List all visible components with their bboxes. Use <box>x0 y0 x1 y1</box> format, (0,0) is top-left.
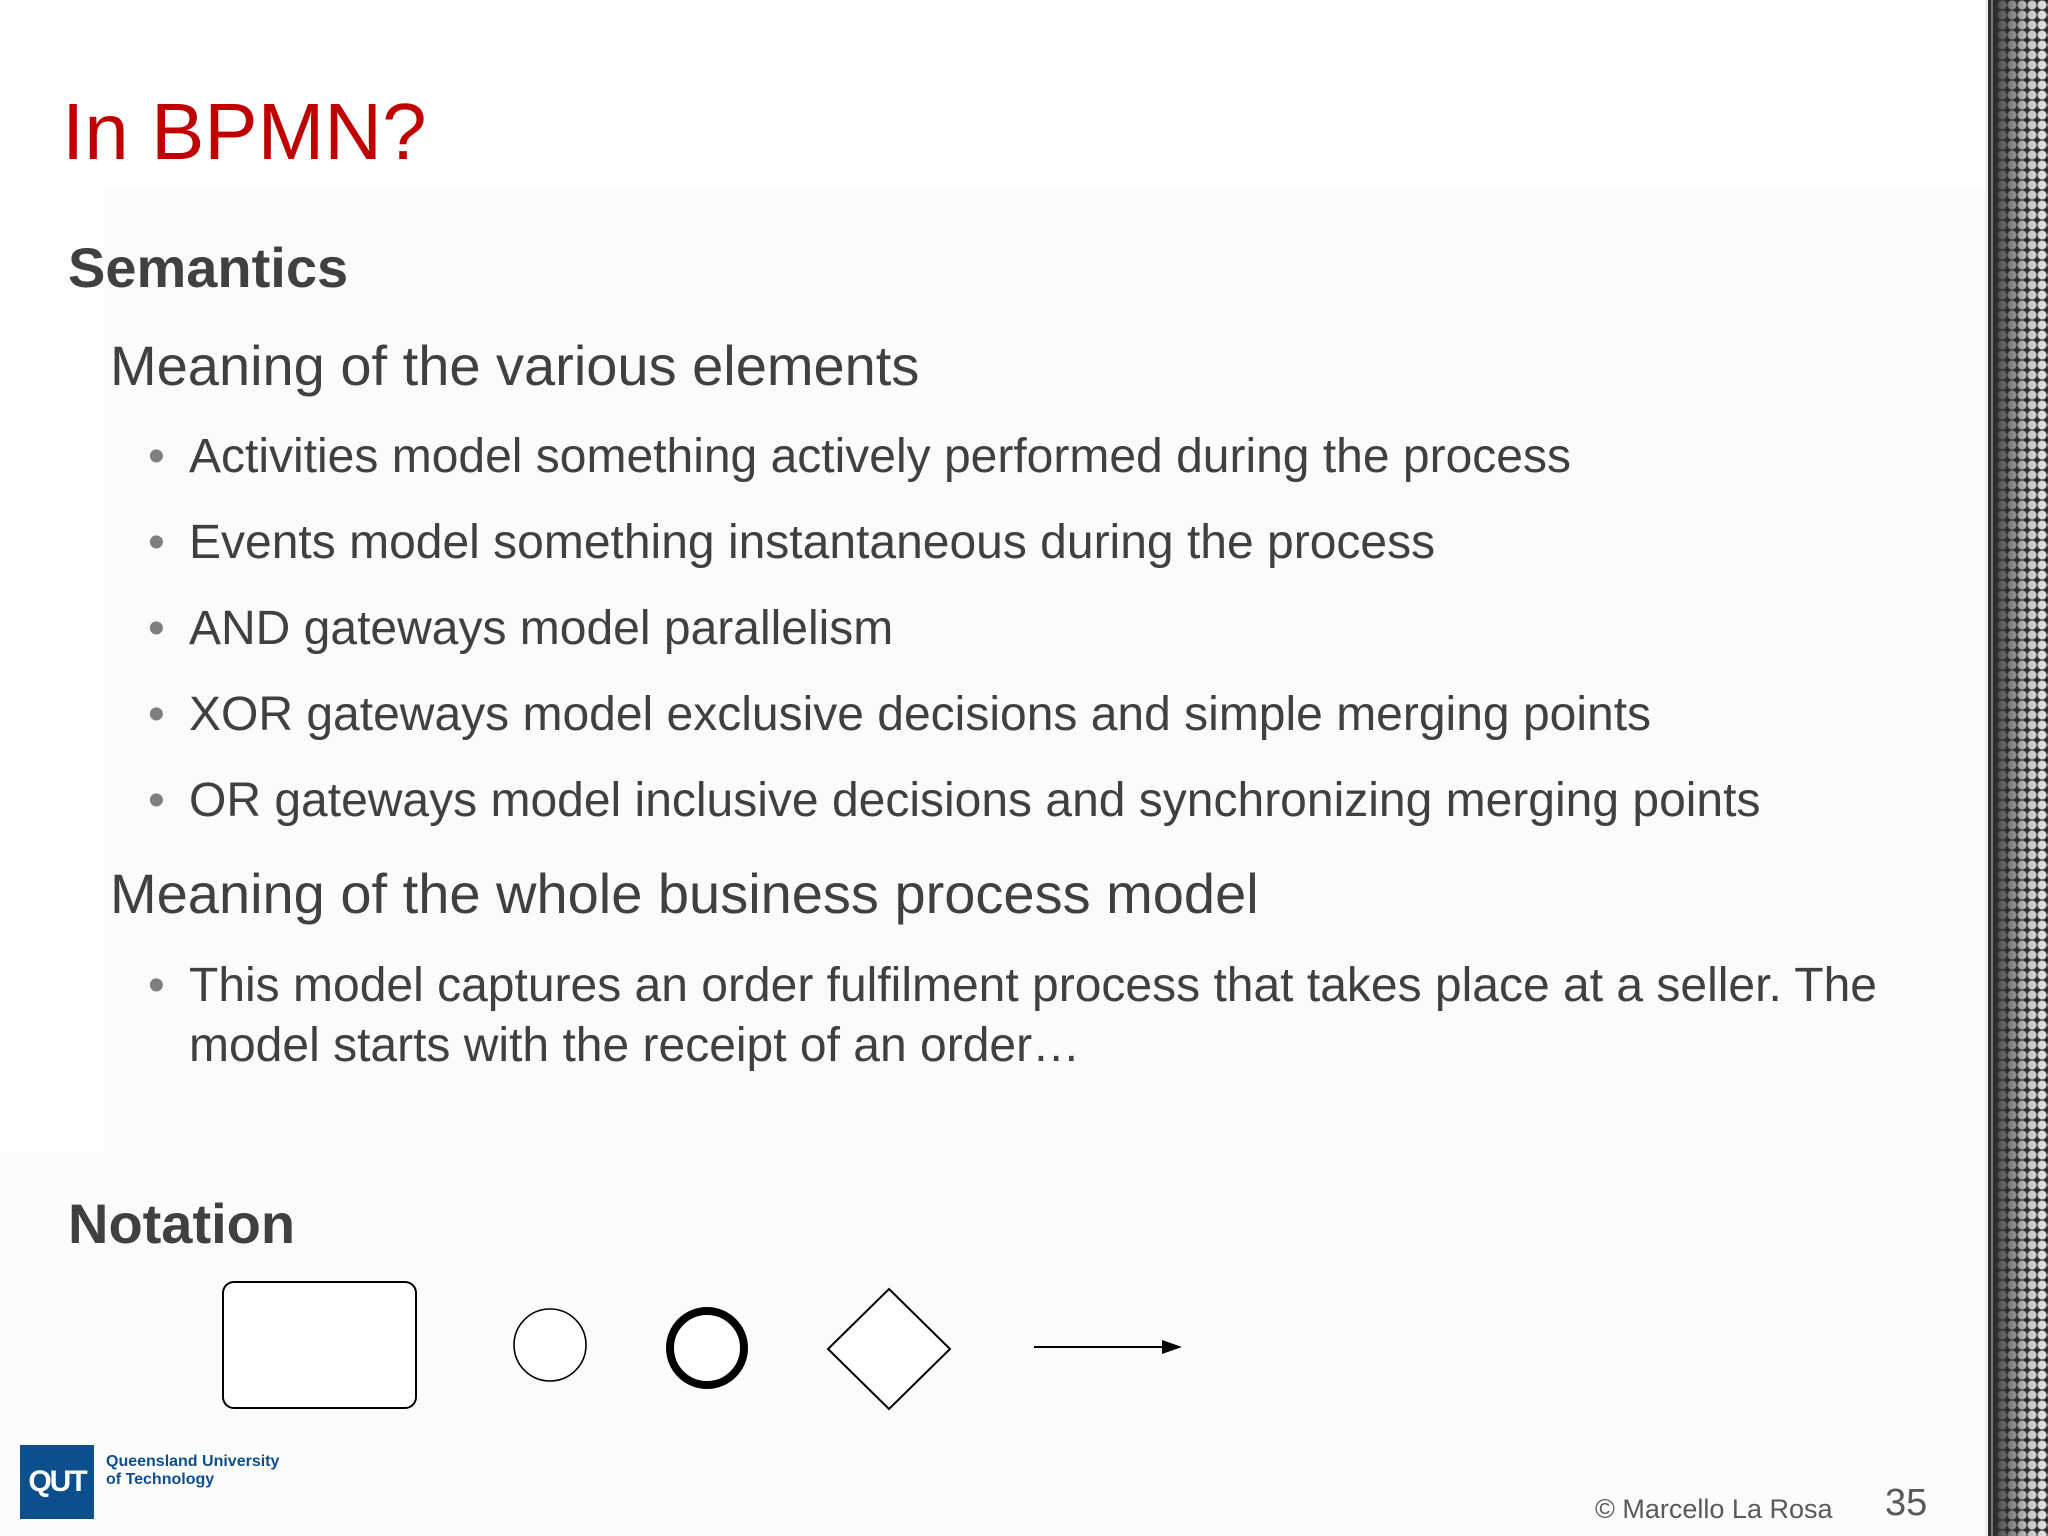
gateway-icon <box>828 1289 950 1409</box>
page-number: 35 <box>1885 1482 1928 1524</box>
bullet-text: OR gateways model inclusive decisions and synchronizing merging points <box>189 774 1761 827</box>
activity-task-icon <box>223 1282 416 1408</box>
bullet-item <box>148 599 893 659</box>
bullet-text: Activities model something actively performed during the process <box>189 430 1571 483</box>
sequence-flow-icon <box>1034 1340 1182 1354</box>
bullet-item <box>148 771 1760 831</box>
notation-symbols <box>0 1270 1250 1430</box>
semantics-heading: Semantics <box>68 236 349 299</box>
bullet-item <box>148 685 1651 745</box>
bullet-dot-icon: • <box>148 516 165 569</box>
bullet-item <box>148 513 1435 573</box>
slide-title: In BPMN? <box>62 87 427 176</box>
qut-logo-name: Queensland University of Technology <box>106 1453 280 1488</box>
bullet-item <box>148 956 1968 1076</box>
qut-logo-mark: QUT <box>20 1445 94 1519</box>
end-event-icon <box>670 1311 744 1385</box>
bullet-text: Events model something instantaneous during the process <box>189 516 1436 569</box>
copyright-credit: © Marcello La Rosa <box>1595 1494 1833 1524</box>
bullet-text: AND gateways model parallelism <box>189 602 894 655</box>
bullet-dot-icon: • <box>148 774 165 827</box>
bullet-text: This model captures an order fulfilment process that takes place at a seller. The model starts with the receipt of an order… <box>189 959 1877 1072</box>
bullet-dot-icon: • <box>148 688 165 741</box>
bullet-dot-icon: • <box>148 602 165 655</box>
start-event-icon <box>514 1309 586 1381</box>
section-label-elements: Meaning of the various elements <box>110 334 920 397</box>
bullet-text: XOR gateways model exclusive decisions and simple merging points <box>189 688 1652 741</box>
notation-heading: Notation <box>68 1192 296 1255</box>
bullet-dot-icon: • <box>148 959 165 1012</box>
bullet-dot-icon: • <box>148 430 165 483</box>
section-label-whole-model: Meaning of the whole business process model <box>110 862 1259 925</box>
bullet-item <box>148 427 1571 487</box>
decorative-edge <box>1985 0 2048 1536</box>
qut-logo <box>20 1445 280 1521</box>
